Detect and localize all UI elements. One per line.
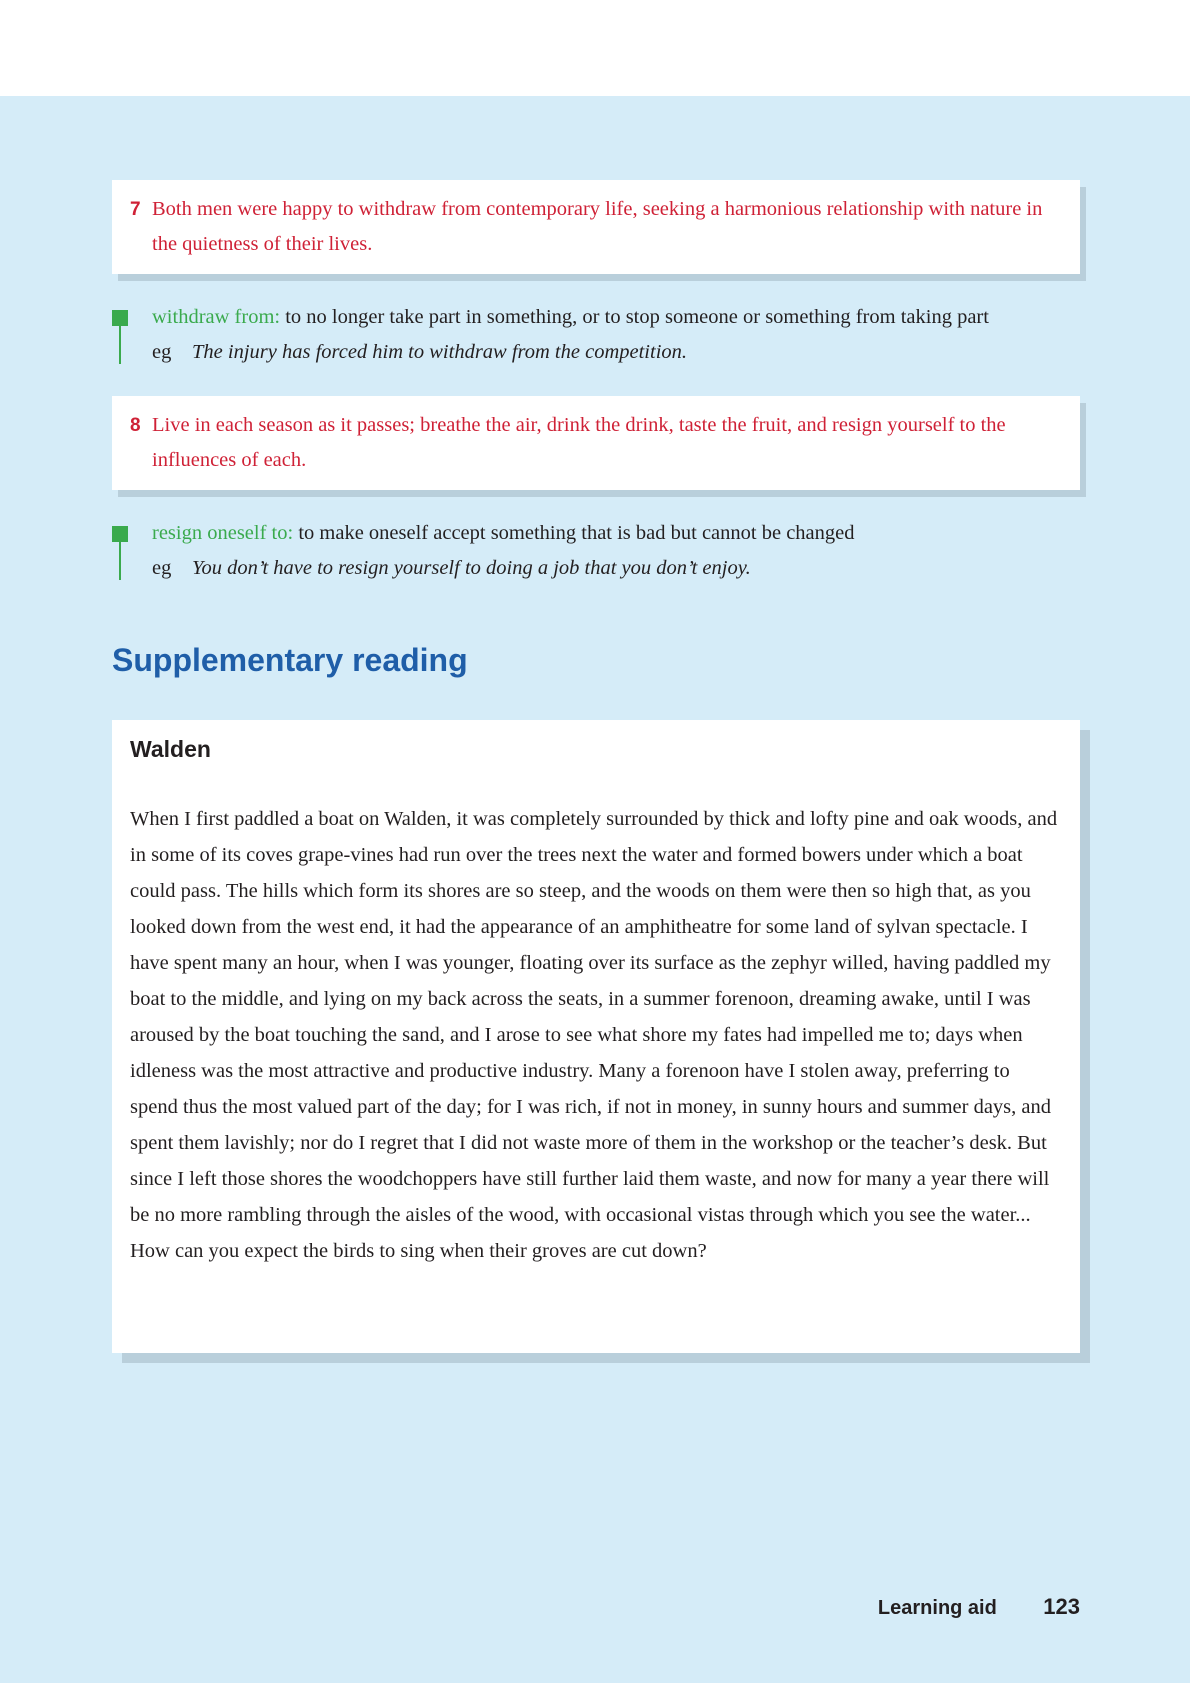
eg-label: eg	[152, 557, 172, 579]
section-heading: Supplementary reading	[112, 642, 468, 678]
sentence-number: 7	[130, 199, 141, 220]
vocab-entry-withdraw-from	[112, 300, 1092, 370]
page-footer	[878, 1594, 1080, 1620]
vocab-definition: to no longer take part in something, or to stop someone or something from taking part	[285, 306, 989, 328]
vocab-entry-resign-oneself-to	[112, 516, 1092, 586]
reading-title: Walden	[130, 736, 211, 762]
vocab-example: The injury has forced him to withdraw from the competition.	[192, 341, 688, 363]
vocab-marker-square	[112, 526, 128, 542]
eg-label: eg	[152, 341, 172, 363]
sentence-box-7	[112, 180, 1080, 274]
sentence-text: Live in each season as it passes; breathe the air, drink the drink, taste the fruit, and resign yourself to the influences of each.	[152, 414, 1006, 471]
vocab-marker-line	[119, 542, 121, 580]
sentence-box-8	[112, 396, 1080, 490]
page-number: 123	[1043, 1594, 1080, 1619]
vocab-definition: to make oneself accept something that is bad but cannot be changed	[298, 522, 855, 544]
reading-box	[112, 720, 1080, 1353]
vocab-term: withdraw from:	[152, 306, 281, 328]
sentence-number: 8	[130, 415, 141, 436]
vocab-marker-square	[112, 310, 128, 326]
vocab-marker-line	[119, 326, 121, 364]
vocab-example: You don’t have to resign yourself to doing a job that you don’t enjoy.	[192, 557, 751, 579]
footer-label: Learning aid	[877, 1597, 997, 1619]
sentence-text: Both men were happy to withdraw from contemporary life, seeking a harmonious relationship with nature in the quietness of their lives.	[152, 198, 1043, 255]
reading-body: When I first paddled a boat on Walden, it was completely surrounded by thick and lofty pine and oak woods, and in some of its coves grape-vines had run over the trees next the water and formed bowers under which a boat could pass. The hills which form its shores are so steep, and the woods on them were then so high that, as you looked down from the west end, it had the appearance of an amphitheatre for some land of sylvan spectacle. I have spent many an hour, when I was younger, floating over its surface as the zephyr willed, having paddled my boat to the middle, and lying on my back across the seats, in a summer forenoon, dreaming awake, until I was aroused by the boat touching the sand, and I arose to see what shore my fates had impelled me to; days when idleness was the most attractive and productive industry. Many a forenoon have I stolen away, preferring to spend thus the most valued part of the day; for I was rich, if not in money, in sunny hours and summer days, and spent them lavishly; nor do I regret that I did not waste more of them in the workshop or the teacher’s desk. But since I left those shores the woodchoppers have still further laid them waste, and now for many a year there will be no more rambling through the aisles of the wood, with occasional vistas through which you see the water... How can you expect the birds to sing when their groves are cut down?	[130, 808, 1058, 1262]
vocab-term: resign oneself to:	[152, 522, 294, 544]
